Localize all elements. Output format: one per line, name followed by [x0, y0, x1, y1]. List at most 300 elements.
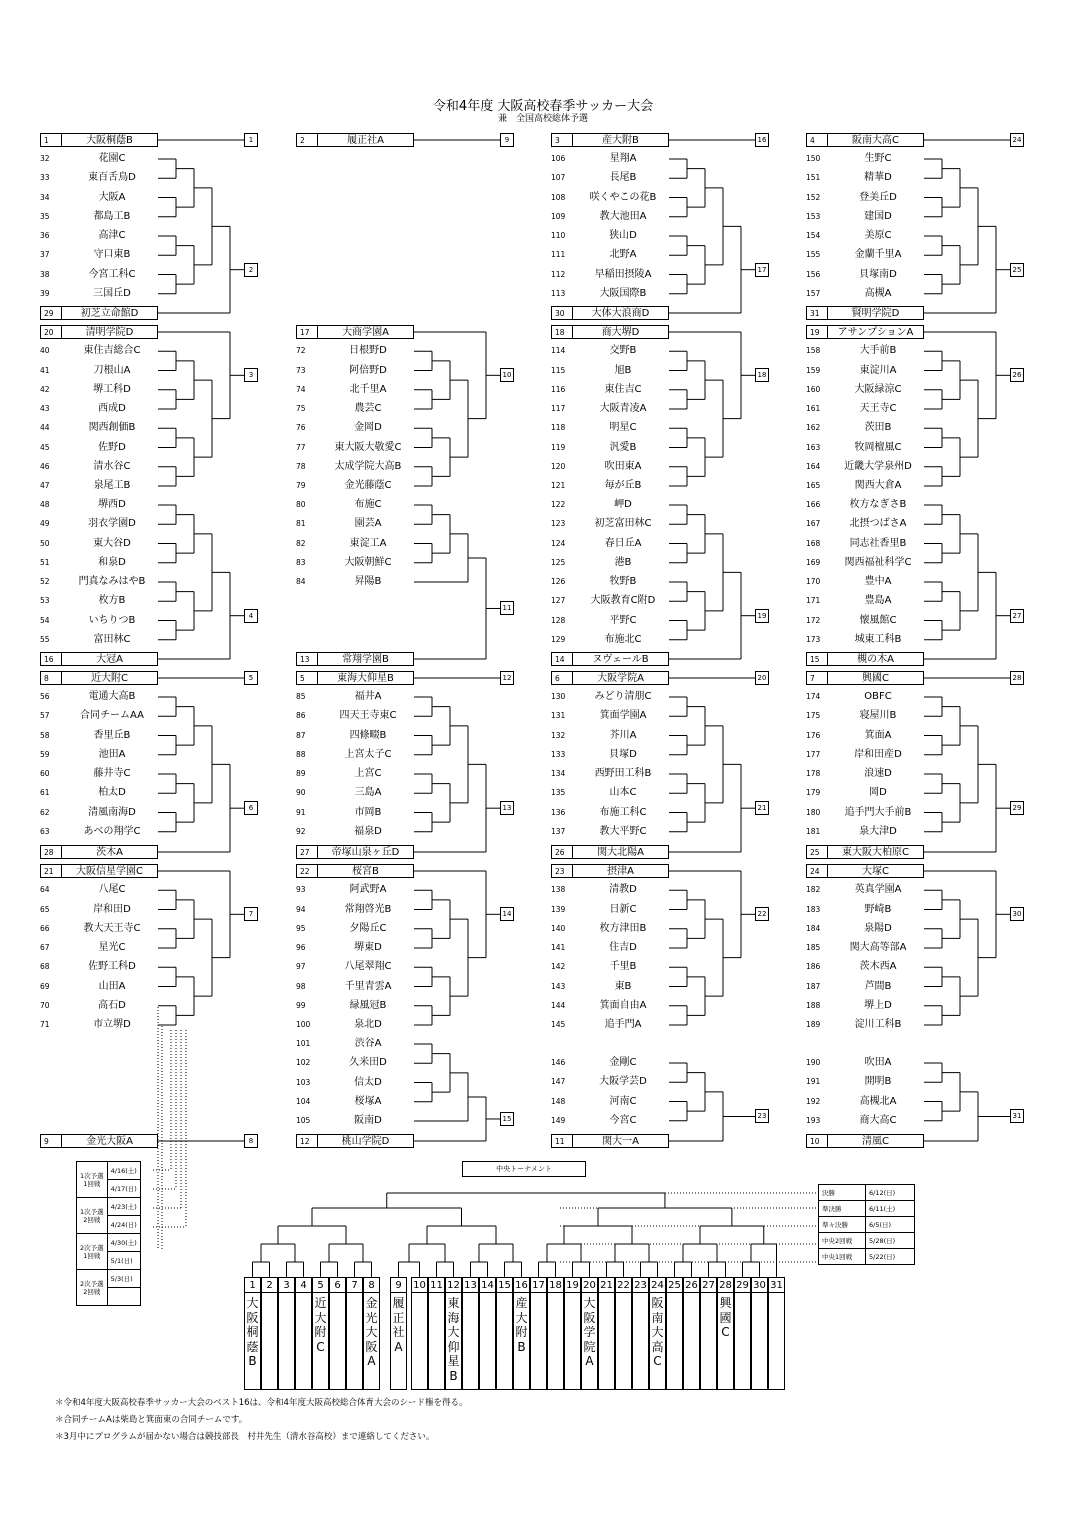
team-name: 商大高C — [859, 1114, 897, 1126]
team-number: 176 — [806, 730, 821, 740]
team-number: 72 — [296, 346, 306, 356]
central-slot — [564, 1292, 581, 1390]
team-number: 80 — [296, 500, 306, 509]
team-number: 19 — [806, 325, 828, 339]
team-name: 東住吉総合C — [83, 345, 141, 357]
team-name: 布施C — [354, 499, 382, 510]
team-name: 高槻A — [864, 287, 892, 299]
team-number: 78 — [296, 461, 306, 471]
team-name: 大阪信星学園C — [62, 864, 158, 878]
team-name: 英真学園A — [854, 884, 902, 896]
central-round-name: 準決勝 — [819, 1201, 866, 1217]
central-slot — [768, 1292, 785, 1390]
team-name: 産大附B — [573, 133, 669, 147]
team-number: 139 — [551, 904, 566, 914]
note-line: ＊合同チームAは柴島と箕面東の合同チームです。 — [55, 1415, 248, 1425]
central-slot — [278, 1292, 295, 1390]
team-name: 吹田東A — [604, 460, 642, 472]
team-name: 岸和田産D — [854, 748, 902, 760]
team-name: 懐風館C — [859, 614, 897, 626]
team-number: 160 — [806, 384, 821, 394]
central-slot-number: 25 — [666, 1277, 683, 1293]
team-number: 174 — [806, 692, 821, 701]
team-number: 81 — [296, 519, 306, 529]
team-name: 大阪桐蔭B — [62, 133, 158, 147]
team-name: 牧野B — [609, 576, 637, 587]
team-number: 37 — [40, 250, 50, 260]
central-slot-number: 17 — [530, 1277, 547, 1293]
team-number: 60 — [40, 769, 50, 778]
central-slot-number: 21 — [598, 1277, 615, 1293]
team-name: 枚方B — [98, 595, 126, 607]
team-number: 89 — [296, 769, 306, 778]
team-name: 同志社香里B — [849, 537, 907, 549]
team-name: 藤井寺C — [93, 768, 131, 779]
game-number-box: 30 — [1010, 907, 1024, 921]
team-name: OBFC — [864, 691, 892, 702]
team-number: 16 — [40, 652, 62, 666]
team-number: 97 — [296, 962, 306, 972]
central-slot-number: 26 — [683, 1277, 700, 1293]
team-name: 商大堺D — [573, 325, 669, 339]
team-number: 31 — [806, 306, 828, 320]
team-number: 99 — [296, 1000, 306, 1010]
schedule-round: 2次予選 1回戦 — [77, 1234, 108, 1270]
team-name: 桜塚A — [354, 1095, 382, 1107]
team-number: 158 — [806, 346, 821, 356]
team-number: 67 — [40, 943, 50, 952]
team-name: 東住吉C — [604, 383, 642, 395]
team-name: 久米田D — [349, 1057, 387, 1069]
game-number-box: 13 — [500, 801, 514, 815]
central-slot — [547, 1292, 564, 1390]
team-name: 羽衣学園D — [88, 518, 136, 530]
team-number: 161 — [806, 404, 821, 413]
schedule-round: 1次予選 1回戦 — [77, 1162, 108, 1198]
central-slot-number: 6 — [329, 1277, 346, 1293]
team-number: 59 — [40, 749, 50, 759]
team-number: 147 — [551, 1077, 566, 1087]
team-number: 56 — [40, 692, 50, 701]
central-slot-number: 13 — [462, 1277, 479, 1293]
team-number: 15 — [806, 652, 828, 666]
central-slot-number: 2 — [261, 1277, 278, 1293]
schedule-date: 5/1(日) — [107, 1252, 140, 1270]
central-slot-number: 31 — [768, 1277, 785, 1293]
team-name: 泉大津D — [859, 825, 897, 837]
team-number: 102 — [296, 1058, 311, 1068]
team-number: 21 — [40, 864, 62, 878]
central-slot-number: 11 — [428, 1277, 445, 1293]
team-number: 95 — [296, 923, 306, 933]
team-name: 農芸C — [354, 403, 382, 414]
team-name: 吹田A — [864, 1057, 892, 1068]
central-slot — [632, 1292, 649, 1390]
team-name: 布施工科C — [599, 806, 647, 818]
team-name: 日新C — [609, 903, 637, 915]
team-number: 92 — [296, 826, 306, 836]
team-name: 寝屋川B — [859, 710, 897, 722]
team-name: 渋谷A — [354, 1038, 382, 1049]
team-name: 芦間B — [864, 980, 892, 992]
team-number: 120 — [551, 461, 566, 471]
team-name: 八尾C — [98, 884, 126, 896]
team-name: 北千里A — [349, 383, 387, 395]
team-name: 大阪朝鮮C — [344, 556, 392, 568]
game-number-box: 2 — [244, 263, 258, 277]
team-number: 68 — [40, 962, 50, 972]
central-slot — [598, 1292, 615, 1390]
team-name: 阿倍野D — [349, 364, 387, 376]
team-number: 38 — [40, 269, 50, 279]
team-name: 毎が丘B — [604, 480, 642, 491]
team-name: 清明学院D — [62, 325, 158, 339]
team-number: 126 — [551, 577, 566, 586]
team-name: 緑風冠B — [349, 999, 387, 1011]
central-slot-number: 8 — [363, 1277, 380, 1293]
team-number: 87 — [296, 730, 306, 740]
team-name: 賢明学院D — [828, 306, 924, 320]
game-number-box: 6 — [244, 801, 258, 815]
team-number: 172 — [806, 615, 821, 625]
game-number-box: 4 — [244, 609, 258, 623]
team-name: 三国丘D — [93, 287, 131, 299]
central-round-name: 決勝 — [819, 1185, 866, 1201]
team-number: 18 — [551, 325, 573, 339]
team-number: 171 — [806, 596, 821, 606]
team-number: 130 — [551, 692, 566, 701]
team-number: 93 — [296, 885, 306, 895]
team-number: 123 — [551, 519, 566, 529]
page-title: 令和4年度 大阪高校春季サッカー大会 — [432, 99, 654, 114]
schedule-date: 5/3(日) — [107, 1270, 140, 1288]
team-number: 44 — [40, 423, 50, 433]
team-number: 122 — [551, 500, 566, 509]
schedule-date — [107, 1288, 140, 1306]
team-number: 83 — [296, 557, 306, 567]
team-name: 清水谷C — [93, 460, 131, 472]
team-number: 155 — [806, 250, 821, 260]
team-name: 初芝立命館D — [62, 306, 158, 320]
team-number: 137 — [551, 826, 566, 836]
central-slot — [751, 1292, 768, 1390]
team-number: 184 — [806, 923, 821, 933]
team-number: 65 — [40, 904, 50, 914]
team-number: 124 — [551, 538, 566, 548]
team-name: 天王寺C — [859, 403, 897, 414]
team-number: 35 — [40, 211, 50, 221]
team-name: 咲くやこの花B — [589, 191, 657, 203]
team-name: 箕面A — [864, 729, 892, 741]
team-name: 合同チームAA — [80, 710, 144, 722]
team-name: 平野C — [609, 614, 637, 626]
game-number-box: 19 — [755, 609, 769, 623]
team-number: 170 — [806, 577, 821, 586]
team-number: 186 — [806, 962, 821, 972]
central-slot-number: 24 — [649, 1277, 666, 1293]
team-name: 箕面自由A — [599, 999, 647, 1011]
central-slot-number: 28 — [717, 1277, 734, 1293]
central-round-name: 中央2回戦 — [819, 1233, 866, 1249]
game-number-box: 3 — [244, 368, 258, 382]
team-number: 4 — [806, 133, 828, 147]
team-name: 旭B — [614, 364, 632, 376]
schedule-date: 4/30(土) — [107, 1234, 140, 1252]
team-number: 17 — [296, 325, 318, 339]
central-rounds-table — [818, 1184, 915, 1265]
team-number: 22 — [296, 864, 318, 878]
central-slot — [700, 1292, 717, 1390]
team-name: 北野A — [609, 249, 637, 261]
team-name: 開明B — [864, 1076, 892, 1088]
team-number: 144 — [551, 1000, 566, 1010]
team-number: 157 — [806, 288, 821, 298]
team-number: 7 — [806, 671, 828, 685]
team-name: 教大天王寺C — [83, 922, 141, 934]
team-name: 四條畷B — [349, 729, 387, 741]
team-name: 芥川A — [609, 729, 637, 741]
team-number: 52 — [40, 577, 50, 586]
team-name: 登美丘D — [859, 191, 897, 203]
team-number: 73 — [296, 365, 306, 375]
team-name: 常翔啓光B — [344, 903, 392, 915]
note-line: ＊3月中にプログラムが届かない場合は競技部長 村井先生（清水谷高校）まで連絡してください。 — [55, 1432, 435, 1442]
team-name: 近畿大学泉州D — [844, 460, 912, 472]
team-number: 50 — [40, 538, 50, 548]
game-number-box: 8 — [244, 1134, 258, 1148]
game-number-box: 12 — [500, 671, 514, 685]
team-number: 86 — [296, 711, 306, 721]
team-number: 146 — [551, 1058, 566, 1067]
central-slot-number: 30 — [751, 1277, 768, 1293]
team-name: 福井A — [354, 691, 382, 702]
team-name: 清教D — [609, 884, 637, 896]
team-name: みどり清朋C — [594, 691, 652, 702]
team-name: 桃山学院D — [318, 1134, 414, 1148]
team-name: 金岡D — [354, 422, 382, 434]
team-number: 8 — [40, 671, 62, 685]
game-number-box: 9 — [500, 133, 514, 147]
team-name: 佐野D — [98, 441, 126, 453]
team-number: 112 — [551, 269, 566, 279]
central-slot-team: 金 光 大 阪 A — [365, 1296, 378, 1368]
team-name: 都島工B — [93, 210, 131, 222]
team-number: 134 — [551, 769, 566, 778]
schedule-table — [76, 1161, 141, 1306]
central-slot-team: 近 大 附 C — [314, 1296, 327, 1354]
team-name: 四天王寺東C — [339, 710, 397, 722]
team-number: 167 — [806, 519, 821, 529]
team-number: 183 — [806, 904, 821, 914]
central-slot-team: 東 海 大 仰 星 B — [447, 1296, 460, 1383]
game-number-box: 28 — [1010, 671, 1024, 685]
team-name: 東海大仰星B — [318, 671, 414, 685]
team-name: 阪南D — [354, 1115, 382, 1126]
central-slot-number: 15 — [496, 1277, 513, 1293]
team-name: 茨木西A — [859, 961, 897, 973]
game-number-box: 11 — [500, 601, 514, 615]
team-number: 175 — [806, 711, 821, 721]
team-number: 70 — [40, 1000, 50, 1010]
team-name: 布施北C — [604, 633, 642, 645]
team-name: 港B — [614, 556, 632, 568]
team-number: 10 — [806, 1134, 828, 1148]
team-number: 116 — [551, 384, 566, 394]
game-number-box: 10 — [500, 368, 514, 382]
central-slot-number: 23 — [632, 1277, 649, 1293]
team-number: 75 — [296, 404, 306, 413]
team-name: 大阪教育C附D — [590, 595, 656, 607]
central-slot-team: 大 阪 学 院 A — [583, 1296, 596, 1368]
team-name: 泉尾工B — [93, 480, 131, 491]
central-slot — [683, 1292, 700, 1390]
team-number: 32 — [40, 154, 50, 163]
team-name: 枚方津田B — [599, 922, 647, 934]
central-slot — [615, 1292, 632, 1390]
team-number: 117 — [551, 404, 566, 413]
team-number: 74 — [296, 384, 306, 394]
team-number: 191 — [806, 1077, 821, 1087]
team-name: 明星C — [609, 422, 637, 434]
central-slot — [428, 1292, 445, 1390]
central-slot — [479, 1292, 496, 1390]
central-round-date: 6/12(日) — [866, 1185, 915, 1201]
team-number: 182 — [806, 885, 821, 895]
central-slot-number: 1 — [244, 1277, 261, 1293]
team-name: 摂津A — [573, 864, 669, 878]
team-number: 57 — [40, 711, 50, 721]
team-name: 教大平野C — [599, 825, 647, 837]
team-number: 166 — [806, 500, 821, 509]
team-number: 6 — [551, 671, 573, 685]
team-name: 大商学園A — [318, 325, 414, 339]
team-name: 柏太D — [98, 787, 126, 799]
central-slot — [496, 1292, 513, 1390]
central-slot — [329, 1292, 346, 1390]
central-tournament-title: 中央トーナメント — [462, 1161, 586, 1177]
team-name: 牧岡檀風C — [854, 441, 902, 453]
team-number: 114 — [551, 346, 566, 356]
team-number: 48 — [40, 500, 50, 509]
team-name: 美原C — [864, 230, 892, 241]
central-slot-number: 3 — [278, 1277, 295, 1293]
central-slot — [666, 1292, 683, 1390]
team-name: 城東工科B — [854, 633, 902, 645]
team-name: 貝塚D — [609, 748, 637, 760]
team-name: 淀川工科B — [854, 1019, 902, 1030]
team-name: 阿武野A — [349, 884, 387, 896]
team-number: 159 — [806, 365, 821, 375]
team-name: 大阪国際B — [599, 287, 647, 299]
central-slot-number: 10 — [411, 1277, 428, 1293]
team-name: 大冠A — [62, 652, 158, 666]
team-name: 関大北陽A — [573, 845, 669, 859]
schedule-date: 4/17(日) — [107, 1180, 140, 1198]
team-number: 76 — [296, 423, 306, 433]
team-number: 129 — [551, 634, 566, 644]
team-number: 103 — [296, 1077, 311, 1087]
team-number: 28 — [40, 845, 62, 859]
team-name: 東百舌鳥D — [88, 172, 136, 184]
team-name: 長尾B — [609, 172, 637, 184]
team-number: 149 — [551, 1115, 566, 1125]
team-name: 北摂つばさA — [849, 518, 907, 530]
team-name: 高津C — [98, 230, 126, 241]
team-number: 9 — [40, 1134, 62, 1148]
team-number: 46 — [40, 461, 50, 471]
team-name: いちりつB — [88, 614, 136, 626]
game-number-box: 15 — [500, 1112, 514, 1126]
team-number: 110 — [551, 231, 566, 240]
team-name: 日根野D — [349, 345, 387, 357]
team-name: 山本C — [609, 787, 637, 799]
team-number: 91 — [296, 807, 306, 817]
team-number: 14 — [551, 652, 573, 666]
team-name: 富田林C — [93, 633, 131, 645]
game-number-box: 17 — [755, 263, 769, 277]
game-number-box: 16 — [755, 133, 769, 147]
team-name: 泉陽D — [864, 922, 892, 934]
game-number-box: 1 — [244, 133, 258, 147]
note-line: ＊令和4年度大阪高校春季サッカー大会のベスト16は、令和4年度大阪高校総合体育大会のシード権を得る。 — [55, 1398, 468, 1408]
game-number-box: 5 — [244, 671, 258, 685]
team-number: 51 — [40, 557, 50, 567]
page-subtitle: 兼 全国高校総体予選 — [497, 114, 588, 124]
team-name: 東淀川A — [859, 364, 897, 376]
team-number: 55 — [40, 634, 50, 644]
team-number: 105 — [296, 1116, 311, 1125]
team-number: 53 — [40, 596, 50, 606]
team-name: 生野C — [864, 153, 892, 164]
game-number-box: 27 — [1010, 609, 1024, 623]
team-number: 54 — [40, 615, 50, 625]
team-name: 追手門A — [604, 1019, 642, 1030]
central-round-date: 5/22(日) — [866, 1249, 915, 1265]
team-number: 85 — [296, 692, 306, 701]
team-name: 園芸A — [354, 518, 382, 530]
team-number: 36 — [40, 231, 50, 240]
team-name: 大阪学芸D — [599, 1076, 647, 1088]
team-name: 佐野工科D — [88, 961, 136, 973]
team-number: 181 — [806, 826, 821, 836]
game-number-box: 29 — [1010, 801, 1024, 815]
team-number: 25 — [806, 845, 828, 859]
team-number: 5 — [296, 671, 318, 685]
team-name: 夕陽丘C — [349, 922, 387, 934]
team-name: 池田A — [98, 748, 126, 760]
central-slot — [261, 1292, 278, 1390]
team-name: 東淀工A — [349, 537, 387, 549]
team-number: 140 — [551, 923, 566, 933]
central-slot-number: 18 — [547, 1277, 564, 1293]
schedule-round: 2次予選 2回戦 — [77, 1270, 108, 1306]
team-number: 77 — [296, 442, 306, 452]
central-slot-team: 履 正 社 A — [392, 1296, 405, 1354]
team-number: 148 — [551, 1096, 566, 1106]
team-name: ヌヴェールB — [573, 652, 669, 666]
team-number: 23 — [551, 864, 573, 878]
team-number: 61 — [40, 788, 50, 798]
team-number: 138 — [551, 885, 566, 895]
team-name: 上宮太子C — [344, 748, 392, 760]
team-name: 履正社A — [318, 133, 414, 147]
central-slot-team: 興 國 C — [719, 1296, 732, 1339]
game-number-box: 25 — [1010, 263, 1024, 277]
team-name: 上宮C — [354, 768, 382, 779]
team-name: 枚方なぎさB — [849, 499, 907, 510]
team-name: 金蘭千里A — [854, 249, 902, 261]
team-number: 33 — [40, 173, 50, 183]
